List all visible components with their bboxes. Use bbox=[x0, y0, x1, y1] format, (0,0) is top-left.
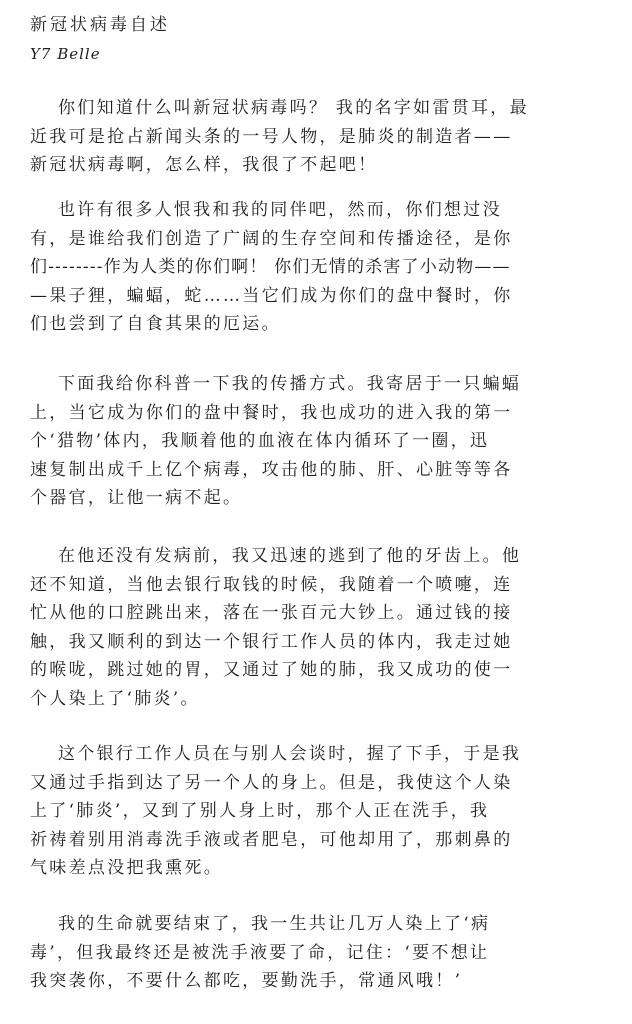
paragraph-line: 又通过手指到达了另一个人的身上。但是，我使这个人染 bbox=[30, 772, 513, 793]
paragraph-line: 上了‘肺炎’，又到了别人身上时，那个人正在洗手，我 bbox=[30, 801, 490, 821]
paragraph-line: 们--------作为人类的你们啊！ 你们无情的杀害了小动物—— bbox=[30, 257, 511, 277]
paragraph-line: 气味差点没把我熏死。 bbox=[30, 858, 223, 878]
paragraph-line: 我突袭你，不要什么都吃，要勤洗手，常通风哦！’ bbox=[30, 971, 463, 991]
essay-author: Y7 Belle bbox=[30, 45, 101, 63]
paragraph-line: 的喉咙，跳过她的胃，又通过了她的肺，我又成功的使一 bbox=[30, 660, 513, 680]
paragraph-line: 还不知道，当他去银行取钱的时候，我随着一个喷嚏，连 bbox=[30, 574, 513, 595]
essay-title: 新冠状病毒自述 bbox=[30, 15, 170, 35]
paragraph-5 bbox=[30, 740, 521, 883]
paragraph-line: 触，我又顺利的到达一个银行工作人员的体内，我走过她 bbox=[30, 631, 513, 652]
paragraph-line: 个器官，让他一病不起。 bbox=[30, 488, 243, 508]
paragraph-line: 个人染上了‘肺炎’。 bbox=[30, 688, 200, 709]
paragraph-line: 在他还没有发病前，我又迅速的逃到了他的牙齿上。他 bbox=[58, 546, 522, 566]
paragraph-2 bbox=[30, 196, 513, 339]
paragraph-line: 忙从他的口腔跳出来，落在一张百元大钞上。通过钱的接 bbox=[30, 603, 513, 623]
paragraph-line: 们也尝到了自食其果的厄运。 bbox=[30, 314, 281, 334]
paragraph-line: 毒’，但我最终还是被洗手液要了命，记住：‘要不想让 bbox=[30, 942, 490, 963]
paragraph-line: 速复制出成千上亿个病毒，攻击他的肺、肝、心脏等等各 bbox=[30, 459, 513, 480]
paragraph-line: —果子狸，蝙蝠，蛇……当它们成为你们的盘中餐时，你 bbox=[30, 285, 513, 306]
paragraph-line: 近我可是抢占新闻头条的一号人物，是肺炎的制造者—— bbox=[30, 126, 513, 147]
paragraph-line: 下面我给你科普一下我的传播方式。我寄居于一只蝙蝠 bbox=[58, 374, 522, 394]
paragraph-line: 祈祷着别用消毒洗手液或者肥皂，可他却用了，那刺鼻的 bbox=[30, 829, 513, 850]
paragraph-4 bbox=[30, 542, 521, 713]
paragraph-line: 新冠状病毒啊，怎么样，我很了不起吧！ bbox=[30, 155, 378, 175]
paragraph-line: 我的生命就要结束了，我一生共让几万人染上了‘病 bbox=[58, 914, 491, 934]
paragraph-1 bbox=[30, 94, 529, 180]
paragraph-line: 也许有很多人恨我和我的同伴吧，然而，你们想过没 bbox=[58, 200, 502, 220]
paragraph-6 bbox=[30, 910, 490, 996]
paragraph-3 bbox=[30, 370, 521, 513]
paragraph-line: 你们知道什么叫新冠状病毒吗？ 我的名字如雷贯耳，最 bbox=[58, 98, 529, 118]
paragraph-line: 个‘猎物’体内，我顺着他的血液在体内循环了一圈，迅 bbox=[30, 431, 490, 451]
paragraph-line: 有，是谁给我们创造了广阔的生存空间和传播途径，是你 bbox=[30, 228, 513, 249]
paragraph-line: 上，当它成为你们的盘中餐时，我也成功的进入我的第一 bbox=[30, 402, 513, 423]
paragraph-line: 这个银行工作人员在与别人会谈时，握了下手，于是我 bbox=[58, 744, 522, 764]
